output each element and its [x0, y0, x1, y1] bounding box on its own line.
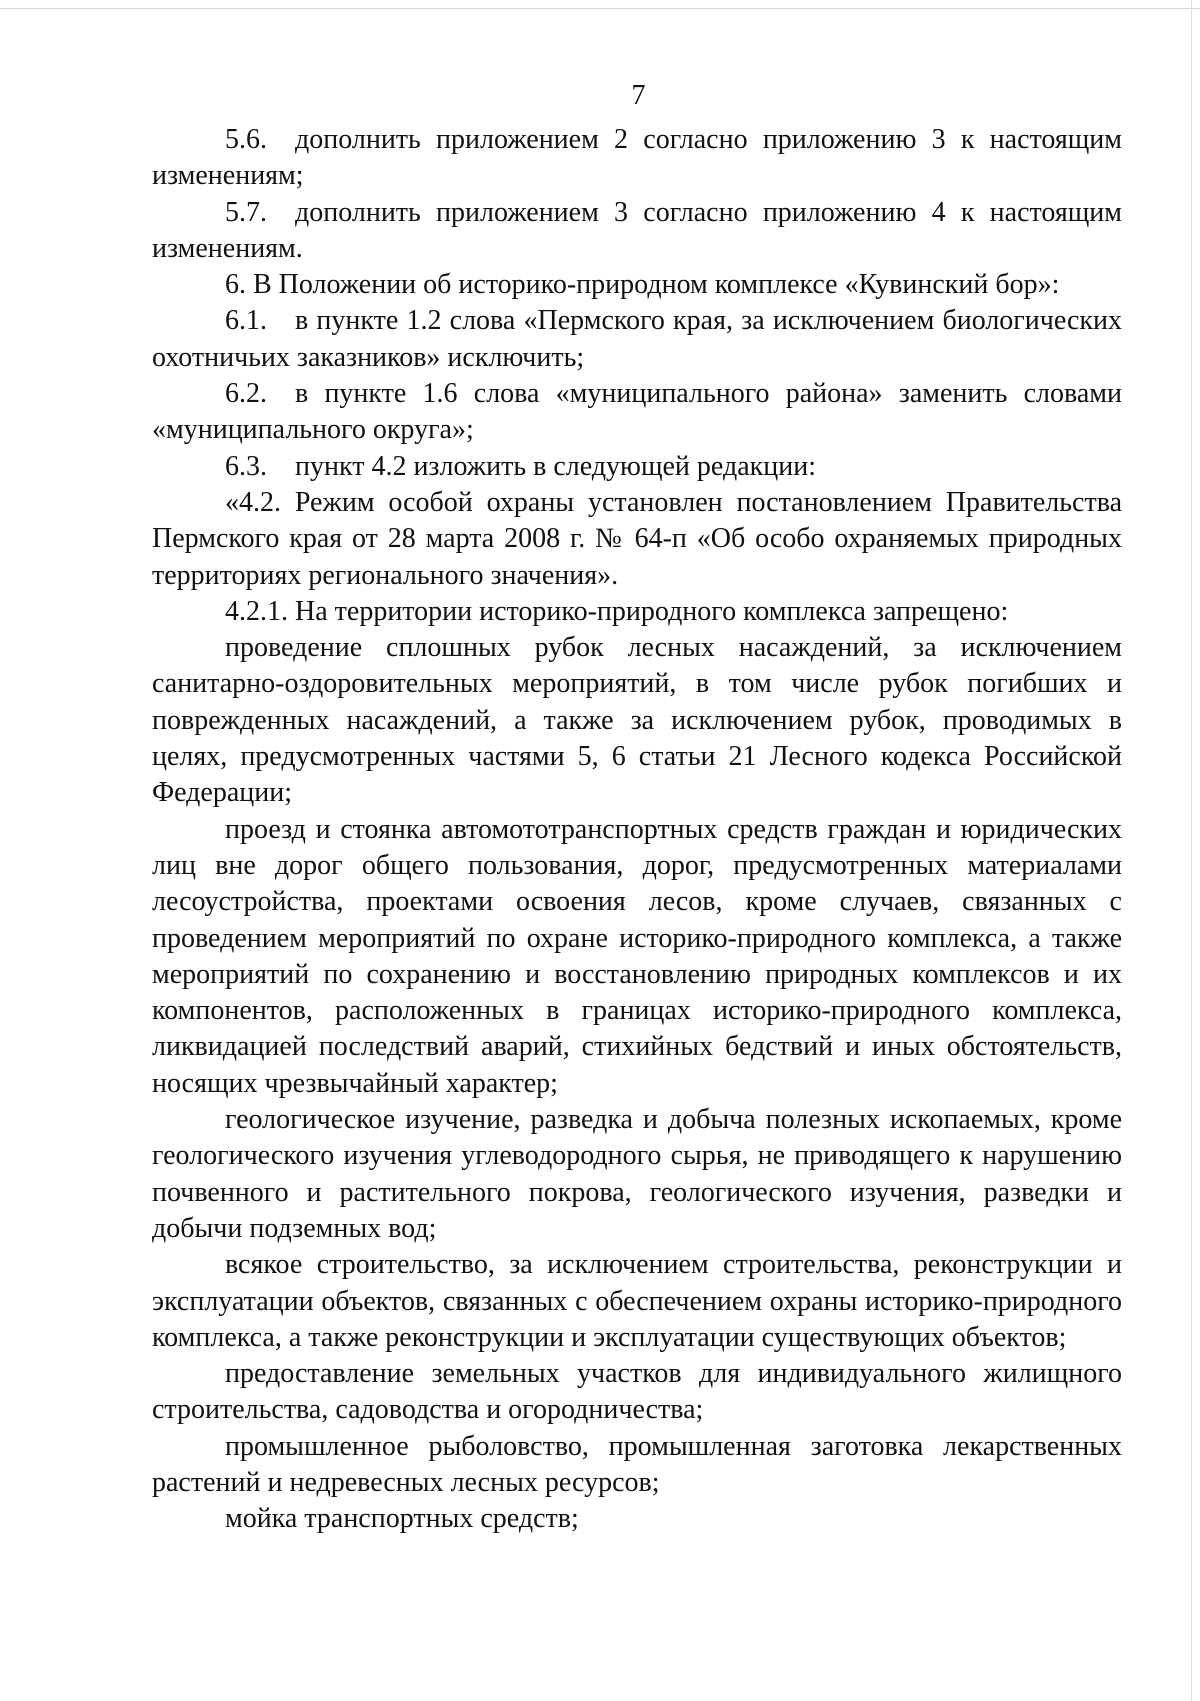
document-body	[152, 122, 1122, 1538]
paragraph-number: 6.1.	[225, 305, 267, 337]
paragraph-text: пункт 4.2 изложить в следующей редакции:	[295, 450, 816, 482]
paragraph-text: 4.2.1. На территории историко-природного комплекса запрещено:	[225, 595, 1009, 627]
paragraph-number: 6.3.	[225, 450, 267, 482]
paragraph-text: геологическое изучение, разведка и добыча полезных ископаемых, кроме геологического изучения углеводородного сырья, не приводящего к нарушению почвенного и растительного покрова, геологического изучения, разведки и добычи подземных вод;	[152, 1104, 1122, 1244]
paragraph-geology	[152, 1102, 1122, 1247]
paragraph-text: мойка транспортных средств;	[225, 1503, 579, 1535]
paragraph-text: промышленное рыболовство, промышленная заготовка лекарственных растений и недревесных лесных ресурсов;	[152, 1430, 1122, 1498]
paragraph-text: проведение сплошных рубок лесных насаждений, за исключением санитарно-оздоровительных мероприятий, в том числе рубок погибших и поврежденных насаждений, а также за исключением рубок, проводимых в целях, предусмотренных частями 5, 6 статьи 21 Лесного кодекса Российской Федерации;	[152, 632, 1122, 809]
paragraph-text: предоставление земельных участков для индивидуального жилищного строительства, садоводства и огородничества;	[152, 1358, 1122, 1426]
paragraph-number: 6.2.	[225, 378, 267, 410]
paragraph-vehicle-access	[152, 812, 1122, 1102]
paragraph-car-washing	[152, 1501, 1122, 1537]
page-number: 7	[631, 80, 646, 111]
paragraph-text: проезд и стоянка автомототранспортных средств граждан и юридических лиц вне дорог общего пользования, дорог, предусмотренных материалами лесоустройства, проектами освоения лесов, кроме случаев, связанных с проведением мероприятий по охране историко-природного комплекса, а также мероприятий по сохранению и восстановлению природных комплексов и их компонентов, расположенных в границах историко-природного комплекса, ликвидацией последствий аварий, стихийных бедствий и иных обстоятельств, носящих чрезвычайный характер;	[152, 813, 1122, 1099]
paragraph-4-2-1	[152, 594, 1122, 630]
paragraph-text: «4.2. Режим особой охраны установлен постановлением Правительства Пермского края от 28 марта 2008 г. № 64-п «Об особо охраняемых природных территориях регионального значения».	[152, 486, 1122, 591]
scan-edge-right	[1191, 0, 1192, 1701]
paragraph-6-3	[152, 449, 1122, 485]
paragraph-6-1	[152, 303, 1122, 376]
paragraph-6-2	[152, 376, 1122, 449]
paragraph-fishing	[152, 1429, 1122, 1502]
paragraph-text: дополнить приложением 2 согласно приложению 3 к настоящим изменениям;	[152, 124, 1122, 192]
paragraph-5-6	[152, 122, 1122, 195]
paragraph-number: 5.7.	[225, 196, 267, 228]
paragraph-6	[152, 267, 1122, 303]
paragraph-text: дополнить приложением 3 согласно приложению 4 к настоящим изменениям.	[152, 196, 1122, 264]
paragraph-text: 6. В Положении об историко-природном комплексе «Кувинский бор»:	[225, 269, 1060, 301]
paragraph-text: всякое строительство, за исключением строительства, реконструкции и эксплуатации объектов, связанных с обеспечением охраны историко-природного комплекса, а также реконструкции и эксплуатации существующих объектов;	[152, 1249, 1122, 1353]
paragraph-5-7	[152, 195, 1122, 268]
paragraph-number: 5.6.	[225, 124, 267, 155]
paragraph-clear-cutting	[152, 630, 1122, 811]
paragraph-construction	[152, 1247, 1122, 1356]
scan-edge-top	[0, 8, 1200, 9]
paragraph-text: в пункте 1.6 слова «муниципального района» заменить словами «муниципального округа»;	[152, 378, 1122, 446]
paragraph-land-plots	[152, 1356, 1122, 1429]
paragraph-text: в пункте 1.2 слова «Пермского края, за исключением биологических охотничьих заказников» исключить;	[152, 305, 1122, 373]
paragraph-4-2	[152, 485, 1122, 594]
